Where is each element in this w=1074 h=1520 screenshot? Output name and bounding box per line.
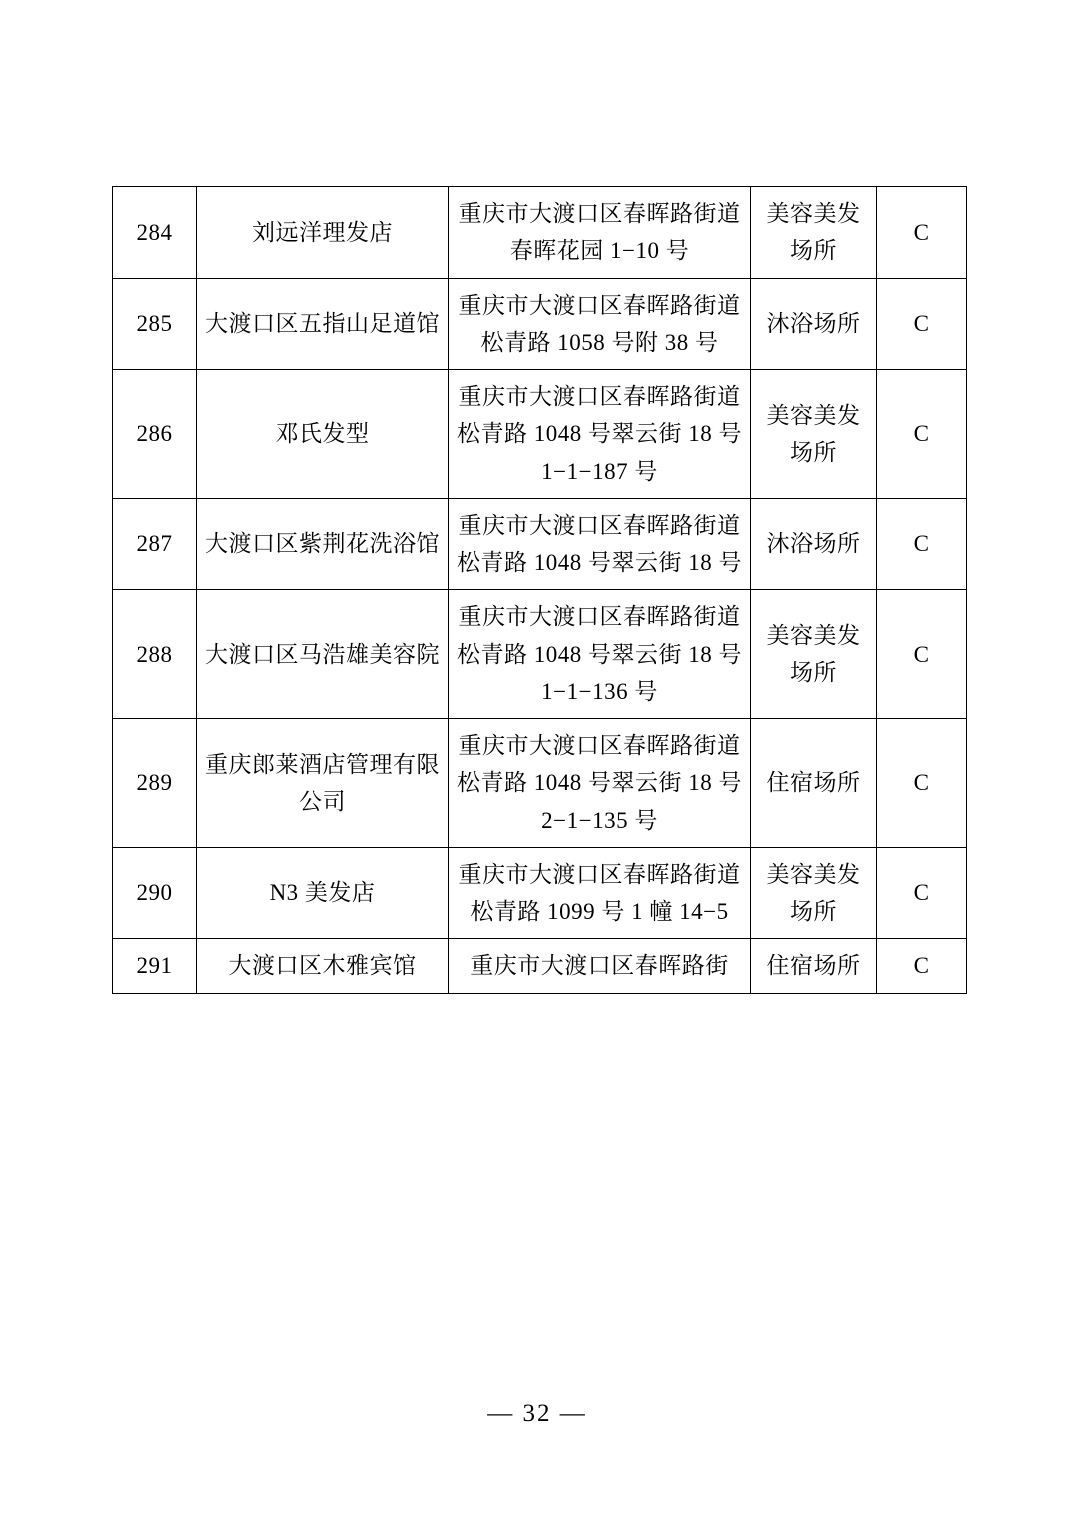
table-row [113,187,967,279]
cell-grade: C [877,278,967,370]
cell-name: 大渡口区马浩雄美容院 [197,590,449,719]
cell-type: 美容美发场所 [751,847,877,939]
cell-grade: C [877,370,967,499]
cell-grade: C [877,939,967,993]
cell-type: 住宿场所 [751,719,877,848]
cell-address: 重庆市大渡口区春晖路街道春晖花园 1−10 号 [449,187,751,279]
venues-table-container [112,186,966,994]
table-row [113,939,967,993]
cell-index: 290 [113,847,197,939]
cell-name: 大渡口区紫荆花洗浴馆 [197,498,449,590]
cell-index: 285 [113,278,197,370]
cell-index: 284 [113,187,197,279]
cell-index: 291 [113,939,197,993]
table-row [113,370,967,499]
cell-address: 重庆市大渡口区春晖路街道松青路 1048 号翠云街 18 号 [449,498,751,590]
cell-type: 沐浴场所 [751,498,877,590]
cell-index: 287 [113,498,197,590]
table-row [113,498,967,590]
cell-address: 重庆市大渡口区春晖路街道松青路 1048 号翠云街 18 号 2−1−135 号 [449,719,751,848]
cell-grade: C [877,187,967,279]
cell-type: 住宿场所 [751,939,877,993]
cell-name: 刘远洋理发店 [197,187,449,279]
cell-grade: C [877,498,967,590]
page-footer [0,1400,1074,1428]
page-number: — 32 — [487,1400,587,1427]
cell-type: 美容美发场所 [751,370,877,499]
cell-name: N3 美发店 [197,847,449,939]
cell-address: 重庆市大渡口区春晖路街道松青路 1048 号翠云街 18 号 1−1−187 号 [449,370,751,499]
cell-address: 重庆市大渡口区春晖路街道松青路 1099 号 1 幢 14−5 [449,847,751,939]
cell-type: 美容美发场所 [751,187,877,279]
cell-grade: C [877,590,967,719]
cell-index: 288 [113,590,197,719]
cell-name: 重庆郎莱酒店管理有限公司 [197,719,449,848]
cell-address: 重庆市大渡口区春晖路街道松青路 1058 号附 38 号 [449,278,751,370]
venues-table [112,186,967,994]
cell-name: 大渡口区木雅宾馆 [197,939,449,993]
cell-index: 289 [113,719,197,848]
cell-grade: C [877,719,967,848]
cell-type: 沐浴场所 [751,278,877,370]
table-row [113,847,967,939]
table-row [113,278,967,370]
cell-name: 大渡口区五指山足道馆 [197,278,449,370]
cell-address: 重庆市大渡口区春晖路街道松青路 1048 号翠云街 18 号 1−1−136 号 [449,590,751,719]
cell-name: 邓氏发型 [197,370,449,499]
table-row [113,590,967,719]
cell-grade: C [877,847,967,939]
cell-address: 重庆市大渡口区春晖路街 [449,939,751,993]
cell-index: 286 [113,370,197,499]
cell-type: 美容美发场所 [751,590,877,719]
table-row [113,719,967,848]
